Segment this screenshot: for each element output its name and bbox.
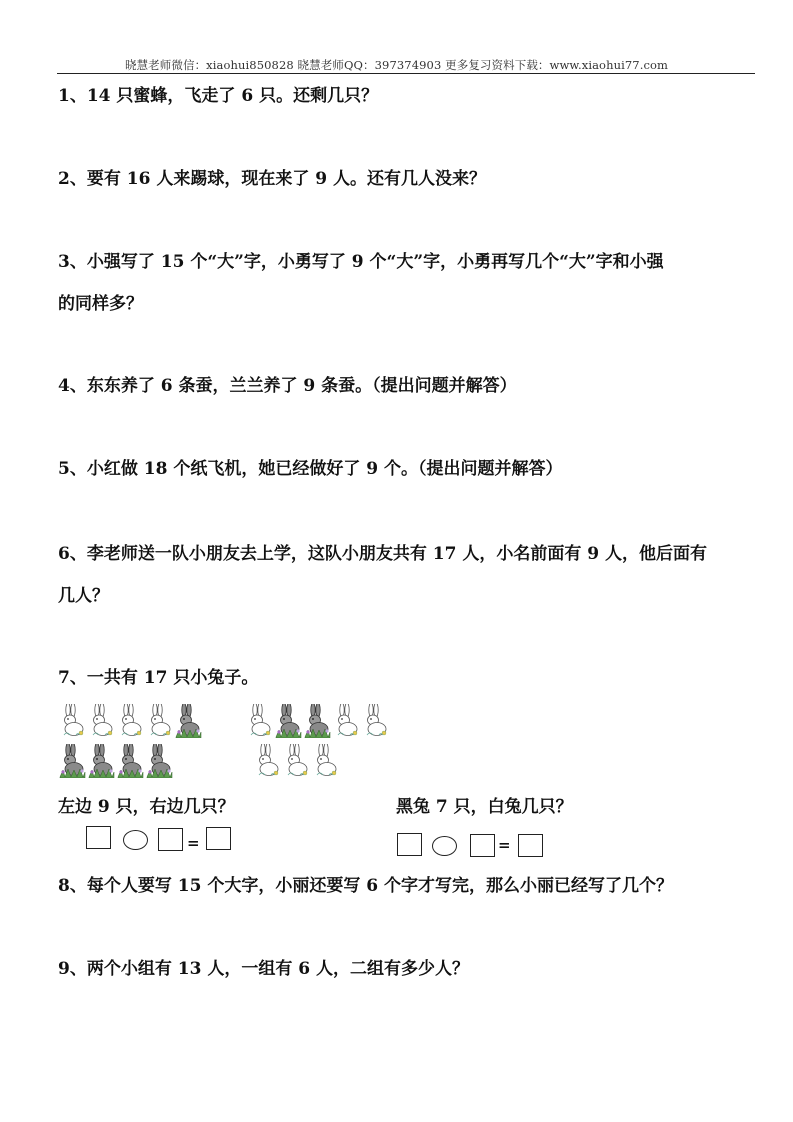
question-4: 4、东东养了 6 条蚕，兰兰养了 9 条蚕。（提出问题并解答） — [58, 376, 517, 396]
question-8: 8、每个人要写 15 个大字，小丽还要写 6 个字才写完，那么小丽已经写了几个？ — [58, 876, 673, 896]
rabbit-group-bottom-left — [58, 744, 173, 780]
rabbit-group-bottom-right — [253, 744, 339, 780]
white-rabbit-icon — [282, 744, 310, 778]
rabbit-group-top-right — [245, 704, 389, 740]
equals-sign: = — [498, 836, 511, 854]
white-rabbit-icon — [87, 704, 115, 738]
black-rabbit-icon — [145, 744, 173, 778]
white-rabbit-icon — [116, 704, 144, 738]
operator-circle[interactable] — [432, 836, 457, 856]
question-6-continued: 几人？ — [58, 586, 109, 606]
question-9: 9、两个小组有 13 人，一组有 6 人，二组有多少人？ — [58, 959, 469, 979]
q7-left-question: 左边 9 只，右边几只？ — [58, 797, 235, 817]
answer-box[interactable] — [470, 834, 495, 857]
white-rabbit-icon — [361, 704, 389, 738]
question-7: 7、一共有 17 只小兔子。 — [58, 668, 259, 688]
answer-box[interactable] — [158, 828, 183, 851]
operator-circle[interactable] — [123, 830, 148, 850]
page-header: 晓慧老师微信：xiaohui850828 晓慧老师QQ：397374903 更多复习资料下载：www.xiaohui77.com — [124, 58, 669, 72]
black-rabbit-icon — [274, 704, 302, 738]
black-rabbit-icon — [87, 744, 115, 778]
equals-sign: = — [187, 834, 200, 852]
white-rabbit-icon — [332, 704, 360, 738]
question-3-continued: 的同样多？ — [58, 294, 143, 314]
white-rabbit-icon — [58, 704, 86, 738]
black-rabbit-icon — [174, 704, 202, 738]
black-rabbit-icon — [303, 704, 331, 738]
q7-right-question: 黑兔 7 只，白兔几只？ — [396, 797, 573, 817]
answer-box[interactable] — [86, 826, 111, 849]
white-rabbit-icon — [245, 704, 273, 738]
white-rabbit-icon — [253, 744, 281, 778]
answer-box[interactable] — [518, 834, 543, 857]
answer-box[interactable] — [397, 833, 422, 856]
question-6: 6、李老师送一队小朋友去上学，这队小朋友共有 17 人，小名前面有 9 人，他后面有 — [58, 544, 707, 564]
white-rabbit-icon — [311, 744, 339, 778]
question-3: 3、小强写了 15 个“大”字，小勇写了 9 个“大”字，小勇再写几个“大”字和小强 — [58, 252, 664, 272]
question-5: 5、小红做 18 个纸飞机，她已经做好了 9 个。（提出问题并解答） — [58, 459, 563, 479]
black-rabbit-icon — [58, 744, 86, 778]
black-rabbit-icon — [116, 744, 144, 778]
question-1: 1、14 只蜜蜂，飞走了 6 只。还剩几只？ — [58, 86, 379, 106]
rabbit-group-top-left — [58, 704, 202, 740]
white-rabbit-icon — [145, 704, 173, 738]
answer-box[interactable] — [206, 827, 231, 850]
question-2: 2、要有 16 人来踢球，现在来了 9 人。还有几人没来？ — [58, 169, 486, 189]
